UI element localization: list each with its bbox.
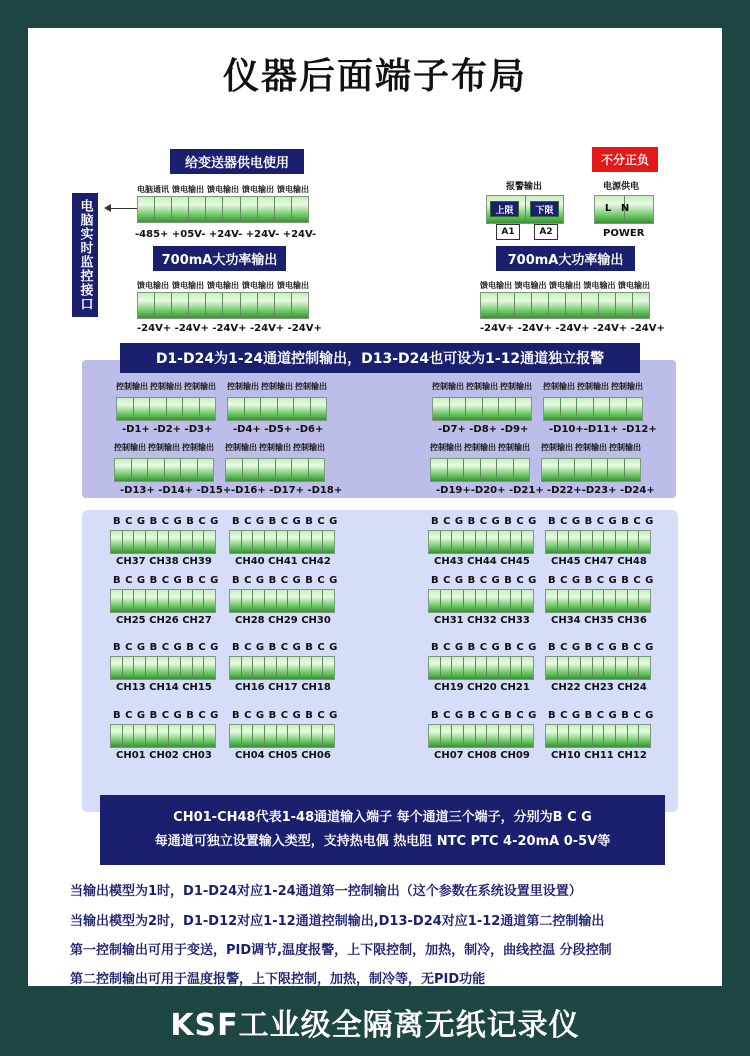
control-label-row [432, 381, 532, 392]
power-output-header: 700mA大功率输出 [496, 246, 635, 271]
bcg-terminal-labels: B C G B C G B C G [113, 642, 219, 653]
bcg-terminal-labels: B C G B C G B C G [232, 575, 338, 586]
alarm-output-label: 报警输出 [506, 182, 543, 192]
terminal-strip [430, 458, 530, 482]
terminal-strip [428, 530, 534, 554]
terminal-strip [110, 530, 216, 554]
terminal-strip [541, 458, 641, 482]
terminal-label: 电脑通讯 [137, 185, 169, 194]
input-banner-line-1: CH01-CH48代表1-48通道输入端子 每个通道三个端子，分别为B C G [173, 810, 592, 825]
transmitter-power-header: 给变送器供电使用 [170, 149, 304, 174]
terminal-label: 馈电输出 [172, 185, 204, 194]
control-output-label: 控制输出 [611, 382, 643, 391]
bcg-terminal-labels: B C G B C G B C G [548, 642, 654, 653]
channel-group-label: CH45 CH47 CH48 [551, 556, 647, 567]
control-output-banner: D1-D24为1-24通道控制输出，D13-D24也可设为1-12通道独立报警 [120, 343, 640, 373]
terminal-strip [229, 530, 335, 554]
control-group-terminals: -D7+ -D8+ -D9+ [438, 424, 529, 435]
terminal-label: 馈电输出 [549, 281, 581, 290]
left-top-label-row [137, 184, 309, 195]
bcg-terminal-labels: B C G B C G B C G [548, 575, 654, 586]
control-group-terminals: -D1+ -D2+ -D3+ [122, 424, 213, 435]
terminal-strip [428, 589, 534, 613]
control-output-label: 控制输出 [148, 443, 180, 452]
right-bottom-label-row [480, 280, 650, 291]
note-line: 当输出模型为1时，D1-D24对应1-24通道第一控制输出（这个参数在系统设置里设置） [70, 884, 582, 899]
control-output-label: 控制输出 [466, 382, 498, 391]
product-name-footer: KSF工业级全隔离无纸记录仪 [170, 1008, 580, 1043]
alarm-upper-label: 上限 [490, 201, 519, 217]
control-output-label: 控制输出 [500, 382, 532, 391]
terminal-strip [543, 397, 643, 421]
bcg-terminal-labels: B C G B C G B C G [548, 516, 654, 527]
channel-group-label: CH25 CH26 CH27 [116, 615, 212, 626]
note-line: 第二控制输出可用于温度报警，上下限控制，加热，制冷等，无PID功能 [70, 972, 486, 987]
control-label-row [114, 442, 214, 453]
control-output-label: 控制输出 [116, 382, 148, 391]
channel-group-label: CH07 CH08 CH09 [434, 750, 530, 761]
control-output-label: 控制输出 [432, 382, 464, 391]
channel-group-label: CH40 CH41 CH42 [235, 556, 331, 567]
power-label: POWER [603, 228, 645, 239]
terminal-label: 馈电输出 [207, 281, 239, 290]
control-group-terminals: -D4+ -D5+ -D6+ [233, 424, 324, 435]
terminal-strip [545, 530, 651, 554]
bcg-terminal-labels: B C G B C G B C G [232, 710, 338, 721]
control-output-label: 控制输出 [227, 382, 259, 391]
channel-group-label: CH13 CH14 CH15 [116, 682, 212, 693]
control-output-label: 控制输出 [464, 443, 496, 452]
control-output-label: 控制输出 [295, 382, 327, 391]
terminal-strip [110, 724, 216, 748]
terminal-strip [114, 458, 214, 482]
control-group-terminals: -D10+-D11+ -D12+ [549, 424, 657, 435]
bcg-terminal-labels: B C G B C G B C G [431, 710, 537, 721]
control-output-label: 控制输出 [609, 443, 641, 452]
terminal-strip [428, 724, 534, 748]
bcg-terminal-labels: B C G B C G B C G [431, 642, 537, 653]
terminal-label: 馈电输出 [242, 185, 274, 194]
terminal-strip [110, 656, 216, 680]
control-output-label: 控制输出 [541, 443, 573, 452]
power-supply-label: 电源供电 [603, 182, 640, 192]
control-output-label: 控制输出 [182, 443, 214, 452]
control-output-label: 控制输出 [577, 382, 609, 391]
terminal-strip [545, 589, 651, 613]
terminal-strip [480, 292, 650, 319]
note-line: 当输出模型为2时，D1-D12对应1-12通道控制输出,D13-D24对应1-12通道第二控制输出 [70, 914, 605, 929]
control-output-label: 控制输出 [114, 443, 146, 452]
terminal-label: 馈电输出 [480, 281, 512, 290]
channel-group-label: CH37 CH38 CH39 [116, 556, 212, 567]
bcg-terminal-labels: B C G B C G B C G [113, 516, 219, 527]
terminal-strip [137, 292, 309, 319]
pc-monitor-port-label: 电脑实时监控接口 [72, 193, 98, 317]
control-output-label: 控制输出 [184, 382, 216, 391]
terminal-strip [545, 724, 651, 748]
control-label-row [225, 442, 325, 453]
control-output-label: 控制输出 [430, 443, 462, 452]
terminal-label: 馈电输出 [172, 281, 204, 290]
control-label-row [430, 442, 530, 453]
control-group-terminals: -D13+ -D14+ -D15+ [120, 485, 232, 496]
arrow-line [108, 208, 138, 209]
terminal-label: 馈电输出 [207, 185, 239, 194]
input-banner-line-2: 每通道可独立设置输入类型，支持热电偶 热电阻 NTC PTC 4-20mA 0-5V等 [154, 834, 611, 849]
arrow-left-icon [104, 204, 111, 212]
channel-group-label: CH43 CH44 CH45 [434, 556, 530, 567]
control-label-row [116, 381, 216, 392]
terminal-strip [229, 656, 335, 680]
channel-group-label: CH10 CH11 CH12 [551, 750, 647, 761]
bcg-terminal-labels: B C G B C G B C G [113, 575, 219, 586]
control-group-terminals: -D16+ -D17+ -D18+ [231, 485, 343, 496]
input-description-banner [100, 795, 665, 865]
channel-group-label: CH19 CH20 CH21 [434, 682, 530, 693]
power-output-header: 700mA大功率输出 [153, 246, 286, 271]
terminal-strip [227, 397, 327, 421]
polarity-note: 不分正负 [592, 147, 658, 172]
left-bottom-label-row [137, 280, 309, 291]
terminal-label: 馈电输出 [242, 281, 274, 290]
bcg-terminal-labels: B C G B C G B C G [232, 642, 338, 653]
control-group-terminals: -D22+-D23+ -D24+ [547, 485, 655, 496]
bcg-terminal-labels: B C G B C G B C G [431, 516, 537, 527]
note-line: 第一控制输出可用于变送，PID调节,温度报警，上下限控制，加热，制冷，曲线控温 分段控制 [70, 943, 612, 958]
bcg-terminal-labels: B C G B C G B C G [548, 710, 654, 721]
channel-group-label: CH28 CH29 CH30 [235, 615, 331, 626]
terminal-label: 馈电输出 [618, 281, 650, 290]
terminal-strip [545, 656, 651, 680]
terminal-strip [229, 589, 335, 613]
a1-label: A1 [496, 224, 520, 240]
terminal-label: 馈电输出 [583, 281, 616, 290]
control-output-label: 控制输出 [498, 443, 530, 452]
page-title: 仪器后面端子布局 [222, 56, 527, 97]
terminal-strip [225, 458, 325, 482]
terminal-polarity-label: -24V+ -24V+ -24V+ -24V+ -24V+ [137, 323, 322, 334]
control-output-label: 控制输出 [150, 382, 182, 391]
terminal-strip [116, 397, 216, 421]
terminal-label: 馈电输出 [277, 185, 309, 194]
line-terminal-label: L [604, 203, 612, 214]
control-output-label: 控制输出 [261, 382, 293, 391]
control-output-label: 控制输出 [543, 382, 575, 391]
control-label-row [541, 442, 641, 453]
control-group-terminals: -D19+-D20+ -D21+ [436, 485, 544, 496]
terminal-strip [428, 656, 534, 680]
a2-label: A2 [534, 224, 558, 240]
terminal-label: 馈电输出 [277, 281, 309, 290]
channel-group-label: CH31 CH32 CH33 [434, 615, 530, 626]
channel-group-label: CH16 CH17 CH18 [235, 682, 331, 693]
terminal-label: 馈电输出 [514, 281, 547, 290]
alarm-lower-label: 下限 [530, 201, 559, 217]
bcg-terminal-labels: B C G B C G B C G [232, 516, 338, 527]
control-label-row [543, 381, 643, 392]
channel-group-label: CH04 CH05 CH06 [235, 750, 331, 761]
terminal-strip [229, 724, 335, 748]
bcg-terminal-labels: B C G B C G B C G [113, 710, 219, 721]
control-output-label: 控制输出 [575, 443, 607, 452]
channel-group-label: CH01 CH02 CH03 [116, 750, 212, 761]
terminal-strip [110, 589, 216, 613]
control-output-label: 控制输出 [225, 443, 257, 452]
channel-group-label: CH22 CH23 CH24 [551, 682, 647, 693]
terminal-strip [137, 196, 309, 223]
control-output-label: 控制输出 [293, 443, 325, 452]
neutral-terminal-label: N [620, 203, 630, 214]
channel-group-label: CH34 CH35 CH36 [551, 615, 647, 626]
bcg-terminal-labels: B C G B C G B C G [431, 575, 537, 586]
control-output-label: 控制输出 [259, 443, 291, 452]
terminal-polarity-label: -24V+ -24V+ -24V+ -24V+ -24V+ [480, 323, 665, 334]
terminal-polarity-label: -485+ +05V- +24V- +24V- +24V- [135, 229, 317, 240]
control-label-row [227, 381, 327, 392]
terminal-label: 馈电输出 [137, 281, 169, 290]
terminal-strip [432, 397, 532, 421]
